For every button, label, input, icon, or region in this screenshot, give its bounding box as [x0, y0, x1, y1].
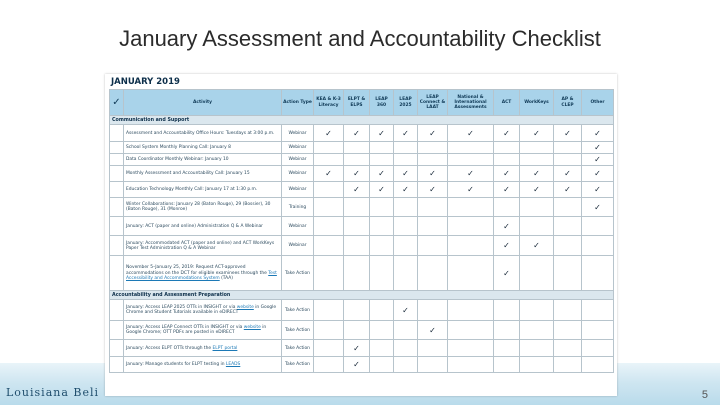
- activity-link[interactable]: website: [236, 305, 254, 311]
- check-mark-cell: [394, 154, 418, 166]
- check-mark-icon: ✓: [594, 202, 601, 212]
- check-mark-cell: [554, 154, 582, 166]
- check-mark-cell: [370, 217, 394, 236]
- activity-text: Winter Collaborations: January 28 (Baton Rouge), 29 (Bossier), 30 (Baton Rouge), 31 (Monroe): [126, 202, 271, 213]
- check-mark-icon: ✓: [467, 128, 474, 138]
- row-checkbox-cell[interactable]: [110, 217, 124, 236]
- activity-cell: [124, 236, 282, 256]
- check-mark-icon: ✓: [503, 128, 510, 138]
- check-mark-cell: [494, 357, 520, 373]
- check-mark-cell: [418, 182, 448, 198]
- check-mark-cell: [582, 182, 614, 198]
- check-mark-cell: [394, 166, 418, 182]
- check-mark-icon: ✓: [429, 325, 436, 335]
- check-mark-icon: ✓: [429, 169, 436, 179]
- check-mark-icon: ✓: [402, 128, 409, 138]
- activity-text: January: ACT (paper and online) Administration Q & A Webinar: [126, 223, 263, 229]
- section-row: [110, 291, 614, 300]
- table-row: [110, 125, 614, 142]
- activity-cell: [124, 340, 282, 357]
- row-checkbox-cell[interactable]: [110, 357, 124, 373]
- table-row: [110, 142, 614, 154]
- check-mark-icon: ✓: [402, 185, 409, 195]
- check-mark-icon: ✓: [533, 128, 540, 138]
- table-row: [110, 300, 614, 321]
- check-mark-cell: [554, 300, 582, 321]
- check-mark-icon: ✓: [353, 128, 360, 138]
- check-mark-cell: [554, 340, 582, 357]
- check-mark-cell: [582, 166, 614, 182]
- column-header: AP & CLEP: [554, 90, 582, 116]
- check-mark-cell: [520, 166, 554, 182]
- check-mark-cell: [494, 166, 520, 182]
- check-mark-cell: [394, 125, 418, 142]
- check-mark-cell: [582, 256, 614, 291]
- check-mark-cell: [314, 166, 344, 182]
- check-mark-cell: [448, 166, 494, 182]
- column-header: National & International Assessments: [448, 90, 494, 116]
- check-mark-icon: ✓: [402, 305, 409, 315]
- check-mark-icon: ✓: [564, 128, 571, 138]
- row-checkbox-cell[interactable]: [110, 321, 124, 340]
- check-mark-icon: ✓: [503, 221, 510, 231]
- check-mark-cell: [314, 142, 344, 154]
- check-mark-cell: [344, 182, 370, 198]
- activity-text: January: Access ELPT OTTs through the: [126, 345, 213, 351]
- activity-cell: [124, 321, 282, 340]
- activity-text: January: Access LEAP Connect OTTs in INSIGHT or via: [126, 325, 244, 331]
- check-mark-cell: [582, 236, 614, 256]
- check-mark-cell: [314, 236, 344, 256]
- activity-text: November 5–January 25, 2019: Request ACT-approved accommodations on the DCT for eligible examinees through the: [126, 265, 269, 276]
- column-header: ELPT & ELPS: [344, 90, 370, 116]
- activity-text: Data Coordinator Monthly Webinar: January 10: [126, 157, 229, 163]
- check-mark-cell: [554, 321, 582, 340]
- check-mark-cell: [314, 125, 344, 142]
- check-mark-icon: ✓: [594, 155, 601, 165]
- check-mark-cell: [494, 142, 520, 154]
- check-mark-cell: [344, 357, 370, 373]
- row-checkbox-cell[interactable]: [110, 125, 124, 142]
- check-mark-icon: ✓: [594, 143, 601, 153]
- column-header: LEAP 360: [370, 90, 394, 116]
- check-mark-cell: [582, 340, 614, 357]
- activity-text-suffix: (TAA): [219, 275, 233, 281]
- check-mark-cell: [394, 300, 418, 321]
- activity-text: Assessment and Accountability Office Hours: Tuesdays at 3:00 p.m.: [126, 130, 275, 136]
- check-mark-cell: [448, 182, 494, 198]
- check-mark-icon: ✓: [325, 128, 332, 138]
- check-mark-icon: ✓: [564, 169, 571, 179]
- check-mark-cell: [370, 256, 394, 291]
- check-mark-cell: [370, 154, 394, 166]
- row-checkbox-cell[interactable]: [110, 142, 124, 154]
- check-mark-cell: [314, 321, 344, 340]
- check-mark-cell: [394, 357, 418, 373]
- check-mark-cell: [448, 198, 494, 217]
- check-mark-cell: [370, 340, 394, 357]
- check-mark-cell: [370, 198, 394, 217]
- activity-cell: [124, 256, 282, 291]
- check-mark-cell: [554, 357, 582, 373]
- check-mark-icon: ✓: [353, 343, 360, 353]
- check-mark-icon: ✓: [353, 360, 360, 370]
- check-mark-cell: [314, 217, 344, 236]
- check-mark-cell: [582, 125, 614, 142]
- check-mark-cell: [448, 340, 494, 357]
- activity-text: Monthly Assessment and Accountability Call: January 15: [126, 171, 250, 177]
- check-mark-cell: [394, 198, 418, 217]
- action-type-cell: Webinar: [282, 236, 314, 256]
- check-mark-cell: [344, 142, 370, 154]
- section-heading: Accountability and Assessment Preparation: [110, 291, 614, 300]
- check-mark-cell: [494, 217, 520, 236]
- check-mark-icon: ✓: [503, 241, 510, 251]
- row-checkbox-cell[interactable]: [110, 198, 124, 217]
- check-mark-cell: [494, 125, 520, 142]
- activity-cell: [124, 357, 282, 373]
- check-mark-cell: [370, 182, 394, 198]
- check-mark-cell: [582, 321, 614, 340]
- check-mark-cell: [520, 142, 554, 154]
- check-mark-icon: ✓: [467, 169, 474, 179]
- activity-text-suffix: in Google Chrome and Student Tutorials available in eDIRECT: [126, 305, 277, 316]
- activity-link[interactable]: website: [243, 325, 261, 331]
- check-mark-cell: [394, 256, 418, 291]
- action-type-cell: Take Action: [282, 357, 314, 373]
- check-mark-cell: [418, 142, 448, 154]
- check-mark-cell: [394, 182, 418, 198]
- check-mark-icon: ✓: [533, 185, 540, 195]
- check-mark-cell: [344, 300, 370, 321]
- check-mark-cell: [520, 217, 554, 236]
- check-mark-cell: [370, 125, 394, 142]
- check-mark-icon: ✓: [353, 169, 360, 179]
- check-mark-cell: [418, 321, 448, 340]
- table-row: [110, 154, 614, 166]
- check-mark-cell: [418, 236, 448, 256]
- check-mark-cell: [418, 217, 448, 236]
- check-mark-cell: [314, 300, 344, 321]
- table-row: [110, 182, 614, 198]
- check-mark-cell: [494, 182, 520, 198]
- action-type-cell: Take Action: [282, 300, 314, 321]
- check-mark-cell: [448, 357, 494, 373]
- activity-text: January: Access LEAP 2025 OTTs in INSIGHT or via: [126, 305, 237, 311]
- check-mark-cell: [448, 217, 494, 236]
- check-mark-cell: [418, 256, 448, 291]
- check-mark-icon: ✓: [378, 169, 385, 179]
- check-mark-cell: [554, 236, 582, 256]
- check-mark-cell: [494, 256, 520, 291]
- check-mark-cell: [314, 198, 344, 217]
- check-mark-cell: [582, 217, 614, 236]
- check-mark-cell: [370, 357, 394, 373]
- activity-link[interactable]: LEADS: [225, 362, 241, 368]
- check-mark-cell: [344, 236, 370, 256]
- checklist-table: [109, 89, 614, 373]
- column-header: Activity: [124, 90, 282, 116]
- check-mark-cell: [520, 198, 554, 217]
- activity-cell: [124, 142, 282, 154]
- check-mark-icon: ✓: [564, 185, 571, 195]
- check-mark-cell: [418, 166, 448, 182]
- check-mark-icon: ✓: [353, 185, 360, 195]
- activity-link[interactable]: ELPT portal: [212, 345, 238, 351]
- activity-cell: [124, 217, 282, 236]
- check-mark-cell: [582, 154, 614, 166]
- column-header: WorkKeys: [520, 90, 554, 116]
- check-mark-cell: [314, 256, 344, 291]
- check-mark-icon: ✓: [402, 169, 409, 179]
- action-type-cell: Webinar: [282, 125, 314, 142]
- check-mark-cell: [344, 198, 370, 217]
- check-mark-cell: [582, 300, 614, 321]
- column-header: ACT: [494, 90, 520, 116]
- activity-text-suffix: in Google Chrome; OTT PDFs are posted in eDIRECT: [126, 325, 267, 336]
- slide-title: January Assessment and Accountability Checklist: [119, 26, 601, 51]
- check-mark-cell: [520, 300, 554, 321]
- check-mark-icon: ✓: [594, 169, 601, 179]
- check-mark-cell: [494, 340, 520, 357]
- check-mark-cell: [494, 198, 520, 217]
- row-checkbox-cell[interactable]: [110, 154, 124, 166]
- check-mark-cell: [582, 357, 614, 373]
- table-row: [110, 256, 614, 291]
- check-mark-cell: [418, 340, 448, 357]
- check-mark-cell: [448, 154, 494, 166]
- action-type-cell: Take Action: [282, 340, 314, 357]
- month-heading: JANUARY 2019: [111, 77, 180, 87]
- action-type-cell: Training: [282, 198, 314, 217]
- check-mark-cell: [448, 321, 494, 340]
- check-mark-cell: [554, 125, 582, 142]
- check-mark-cell: [554, 142, 582, 154]
- action-type-cell: Webinar: [282, 217, 314, 236]
- section-row: [110, 116, 614, 125]
- activity-cell: [124, 154, 282, 166]
- brand-logo-text: Louisiana Beli: [6, 386, 100, 399]
- activity-text: School System Monthly Planning Call: January 8: [126, 145, 231, 151]
- check-mark-icon: ✓: [325, 169, 332, 179]
- check-mark-cell: [418, 154, 448, 166]
- check-mark-cell: [314, 182, 344, 198]
- activity-cell: [124, 300, 282, 321]
- column-header: Other: [582, 90, 614, 116]
- activity-text: January: Manage students for ELPT testing in: [126, 362, 226, 368]
- check-mark-cell: [494, 154, 520, 166]
- check-mark-cell: [520, 182, 554, 198]
- check-mark-cell: [494, 300, 520, 321]
- check-mark-cell: [344, 340, 370, 357]
- page-number: 5: [701, 389, 708, 401]
- check-mark-cell: [344, 217, 370, 236]
- check-mark-cell: [314, 357, 344, 373]
- check-mark-cell: [370, 321, 394, 340]
- check-mark-cell: [394, 321, 418, 340]
- section-heading: Communication and Support: [110, 116, 614, 125]
- check-mark-cell: [520, 154, 554, 166]
- row-checkbox-cell[interactable]: [110, 182, 124, 198]
- activity-cell: [124, 198, 282, 217]
- row-checkbox-cell[interactable]: [110, 166, 124, 182]
- check-mark-cell: [314, 340, 344, 357]
- check-mark-cell: [448, 300, 494, 321]
- check-column-header: ✓: [110, 90, 124, 116]
- check-mark-cell: [520, 236, 554, 256]
- check-mark-cell: [582, 198, 614, 217]
- check-mark-cell: [370, 236, 394, 256]
- check-mark-cell: [344, 166, 370, 182]
- check-mark-cell: [554, 217, 582, 236]
- action-type-cell: Take Action: [282, 321, 314, 340]
- check-mark-cell: [448, 142, 494, 154]
- table-row: [110, 357, 614, 373]
- check-mark-icon: ✓: [429, 185, 436, 195]
- check-mark-cell: [582, 142, 614, 154]
- check-mark-cell: [448, 236, 494, 256]
- column-header: KEA & K-3 Literacy: [314, 90, 344, 116]
- activity-cell: [124, 182, 282, 198]
- column-header: LEAP 2025: [394, 90, 418, 116]
- check-mark-icon: ✓: [429, 128, 436, 138]
- check-mark-icon: ✓: [533, 241, 540, 251]
- check-mark-cell: [370, 142, 394, 154]
- check-mark-icon: ✓: [503, 169, 510, 179]
- check-mark-cell: [344, 125, 370, 142]
- check-mark-cell: [418, 125, 448, 142]
- check-mark-icon: ✓: [378, 128, 385, 138]
- check-mark-cell: [520, 340, 554, 357]
- action-type-cell: Webinar: [282, 166, 314, 182]
- activity-text: Education Technology Monthly Call: January 17 at 1:30 p.m.: [126, 187, 258, 193]
- check-mark-icon: ✓: [378, 185, 385, 195]
- check-mark-cell: [370, 166, 394, 182]
- table-row: [110, 166, 614, 182]
- check-mark-icon: ✓: [503, 185, 510, 195]
- check-mark-cell: [344, 154, 370, 166]
- check-mark-cell: [418, 357, 448, 373]
- check-mark-cell: [554, 198, 582, 217]
- check-mark-cell: [344, 321, 370, 340]
- check-mark-icon: ✓: [533, 169, 540, 179]
- header-row: [110, 90, 614, 116]
- column-header: LEAP Connect & LAAT: [418, 90, 448, 116]
- action-type-cell: Webinar: [282, 142, 314, 154]
- activity-text: January: Accommodated ACT (paper and online) and ACT WorkKeys Paper Test Administration Q & A Webinar: [126, 240, 275, 251]
- activity-cell: [124, 125, 282, 142]
- checklist-sheet: [105, 74, 617, 396]
- check-mark-cell: [394, 236, 418, 256]
- table-row: [110, 340, 614, 357]
- table-row: [110, 321, 614, 340]
- check-mark-icon: ✓: [594, 185, 601, 195]
- check-mark-icon: ✓: [503, 268, 510, 278]
- action-type-cell: Take Action: [282, 256, 314, 291]
- table-row: [110, 236, 614, 256]
- check-mark-cell: [520, 256, 554, 291]
- row-checkbox-cell[interactable]: [110, 256, 124, 291]
- row-checkbox-cell[interactable]: [110, 340, 124, 357]
- check-mark-cell: [344, 256, 370, 291]
- check-mark-cell: [418, 300, 448, 321]
- table-row: [110, 217, 614, 236]
- check-mark-cell: [448, 256, 494, 291]
- row-checkbox-cell[interactable]: [110, 236, 124, 256]
- column-header: Action Type: [282, 90, 314, 116]
- check-mark-icon: ✓: [594, 128, 601, 138]
- check-mark-cell: [554, 166, 582, 182]
- check-mark-cell: [418, 198, 448, 217]
- check-mark-cell: [520, 125, 554, 142]
- action-type-cell: Webinar: [282, 154, 314, 166]
- check-mark-cell: [448, 125, 494, 142]
- check-mark-cell: [520, 357, 554, 373]
- action-type-cell: Webinar: [282, 182, 314, 198]
- table-row: [110, 198, 614, 217]
- check-mark-cell: [554, 182, 582, 198]
- check-mark-cell: [494, 321, 520, 340]
- check-mark-cell: [554, 256, 582, 291]
- activity-cell: [124, 166, 282, 182]
- check-mark-cell: [394, 340, 418, 357]
- check-mark-cell: [494, 236, 520, 256]
- row-checkbox-cell[interactable]: [110, 300, 124, 321]
- activity-link[interactable]: Test Accessibility and Accommodations System: [126, 270, 277, 281]
- check-mark-icon: ✓: [467, 185, 474, 195]
- check-mark-cell: [370, 300, 394, 321]
- check-mark-cell: [394, 142, 418, 154]
- check-mark-cell: [520, 321, 554, 340]
- check-mark-cell: [394, 217, 418, 236]
- check-mark-cell: [314, 154, 344, 166]
